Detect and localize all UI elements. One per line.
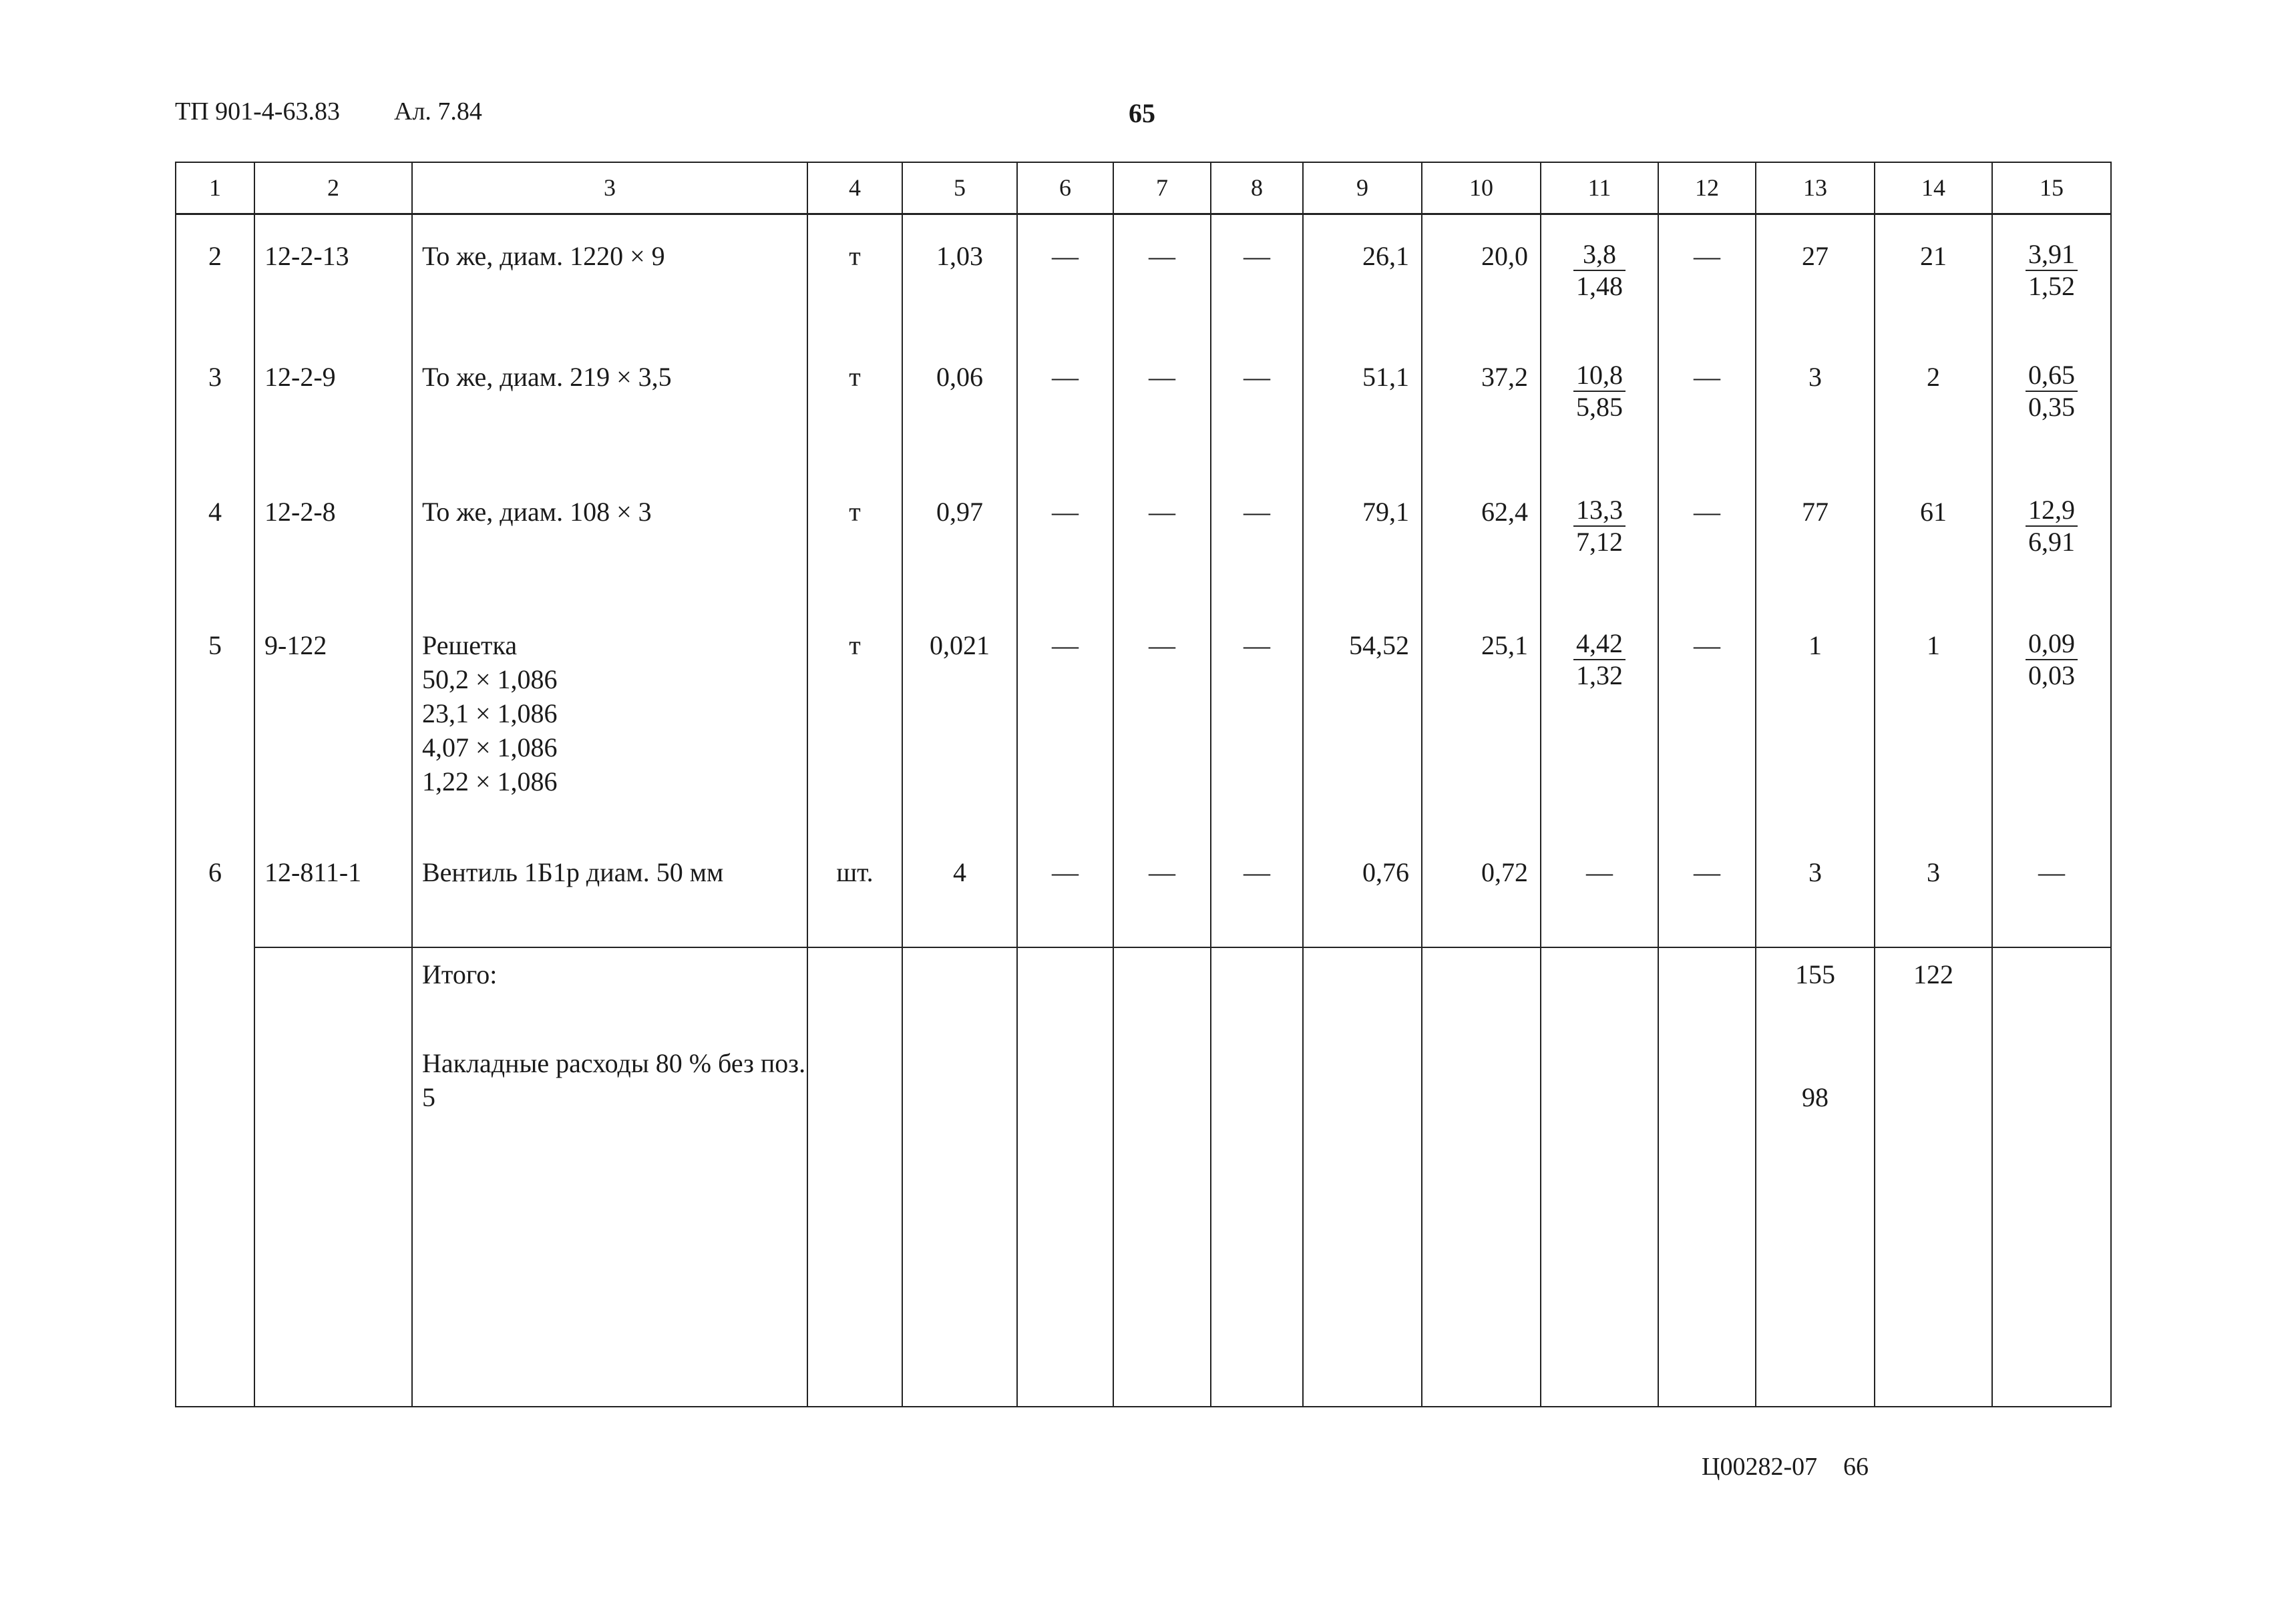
- totals-label: Итого:: [422, 959, 498, 989]
- rate-code: 9-122: [264, 630, 327, 660]
- position-number: 6: [208, 857, 222, 887]
- totals-row: [176, 947, 2111, 1407]
- table-row: [176, 214, 2111, 349]
- col11-fraction: $\frac{13,3}{7,12}$: [1573, 495, 1625, 557]
- col10-value: 20,0: [1481, 241, 1528, 271]
- col9-value: 54,52: [1349, 630, 1409, 660]
- col7-value: —: [1149, 241, 1175, 271]
- col8-value: —: [1243, 857, 1270, 887]
- column-number-row: [176, 162, 2111, 214]
- column-header: 11: [1541, 162, 1658, 214]
- col9-value: 51,1: [1362, 361, 1409, 392]
- quantity: 0,97: [936, 496, 983, 527]
- col15-fraction: $\frac{12,9}{6,91}$: [2026, 495, 2078, 557]
- rate-code: 12-2-8: [264, 496, 336, 527]
- work-description: То же, диам. 1220 × 9: [422, 241, 665, 271]
- page-number: 65: [1129, 98, 1155, 128]
- col9-value: 79,1: [1362, 496, 1409, 527]
- col7-value: —: [1149, 630, 1175, 660]
- quantity: 1,03: [936, 241, 983, 271]
- col8-value: —: [1243, 361, 1270, 392]
- column-header: 4: [807, 162, 902, 214]
- rate-code: 12-2-13: [264, 241, 349, 271]
- col15-fraction: $\frac{0,65}{0,35}$: [2026, 360, 2078, 423]
- album-number: Ал. 7.84: [394, 97, 482, 126]
- col14-value: 1: [1927, 630, 1940, 660]
- column-header: 3: [412, 162, 807, 214]
- col10-value: 25,1: [1481, 630, 1528, 660]
- col6-value: —: [1052, 361, 1079, 392]
- column-header: 8: [1211, 162, 1303, 214]
- col14-value: 2: [1927, 361, 1940, 392]
- column-header: 15: [1992, 162, 2111, 214]
- footer-code: Ц00282-07: [1702, 1453, 1818, 1481]
- col9-value: 26,1: [1362, 241, 1409, 271]
- col13-value: 77: [1802, 496, 1829, 527]
- col14-value: 61: [1920, 496, 1947, 527]
- total-col14: 122: [1913, 959, 1953, 989]
- column-header: 5: [902, 162, 1017, 214]
- work-description: Решетка 50,2 × 1,086 23,1 × 1,086 4,07 × 1,086 1,22 × 1,086: [422, 630, 558, 797]
- column-header: 13: [1756, 162, 1875, 214]
- overhead-col13: 98: [1802, 1082, 1829, 1112]
- unit: шт.: [836, 857, 874, 887]
- col10-value: 0,72: [1481, 857, 1528, 887]
- column-header: 14: [1875, 162, 1992, 214]
- col15-value: —: [2038, 857, 2065, 887]
- column-header: 6: [1017, 162, 1113, 214]
- col7-value: —: [1149, 496, 1175, 527]
- column-header: 12: [1658, 162, 1756, 214]
- rate-code: 12-2-9: [264, 361, 336, 392]
- col6-value: —: [1052, 857, 1079, 887]
- position-number: 2: [208, 241, 222, 271]
- col13-value: 3: [1808, 857, 1822, 887]
- col12-value: —: [1694, 496, 1720, 527]
- col10-value: 62,4: [1481, 496, 1528, 527]
- work-description: Вентиль 1Б1р диам. 50 мм: [422, 857, 724, 887]
- footer-number: 66: [1843, 1453, 1869, 1481]
- col13-value: 27: [1802, 241, 1829, 271]
- col11-fraction: $\frac{10,8}{5,85}$: [1573, 360, 1625, 423]
- table-row: [176, 349, 2111, 484]
- col6-value: —: [1052, 630, 1079, 660]
- col13-value: 1: [1808, 630, 1822, 660]
- col7-value: —: [1149, 857, 1175, 887]
- col13-value: 3: [1808, 361, 1822, 392]
- col7-value: —: [1149, 361, 1175, 392]
- col15-fraction: $\frac{0,09}{0,03}$: [2026, 628, 2078, 691]
- column-header: 7: [1113, 162, 1211, 214]
- overhead-label: Накладные расходы 80 % без поз. 5: [422, 1048, 806, 1112]
- col8-value: —: [1243, 241, 1270, 271]
- unit: т: [849, 361, 861, 392]
- col11-fraction: $\frac{4,42}{1,32}$: [1573, 628, 1625, 691]
- col12-value: —: [1694, 857, 1720, 887]
- col8-value: —: [1243, 630, 1270, 660]
- table-row: [176, 855, 2111, 947]
- col11-value: —: [1586, 857, 1613, 887]
- col12-value: —: [1694, 630, 1720, 660]
- position-number: 5: [208, 630, 222, 660]
- position-number: 3: [208, 361, 222, 392]
- document-code: ТП 901-4-63.83: [175, 97, 340, 126]
- col8-value: —: [1243, 496, 1270, 527]
- col10-value: 37,2: [1481, 361, 1528, 392]
- unit: т: [849, 496, 861, 527]
- col6-value: —: [1052, 496, 1079, 527]
- col6-value: —: [1052, 241, 1079, 271]
- col15-fraction: $\frac{3,91}{1,52}$: [2026, 239, 2078, 302]
- table-row: [176, 618, 2111, 855]
- work-description: То же, диам. 108 × 3: [422, 496, 652, 527]
- quantity: 0,06: [936, 361, 983, 392]
- column-header: 9: [1303, 162, 1422, 214]
- column-header: 10: [1422, 162, 1541, 214]
- unit: т: [849, 630, 861, 660]
- rate-code: 12-811-1: [264, 857, 362, 887]
- table-row: [176, 484, 2111, 618]
- work-description: То же, диам. 219 × 3,5: [422, 361, 672, 392]
- column-header: 1: [176, 162, 254, 214]
- position-number: 4: [208, 496, 222, 527]
- col14-value: 3: [1927, 857, 1940, 887]
- quantity: 4: [953, 857, 966, 887]
- total-col13: 155: [1795, 959, 1835, 989]
- estimate-table: [175, 162, 2112, 1407]
- column-header: 2: [254, 162, 412, 214]
- col11-fraction: $\frac{3,8}{1,48}$: [1573, 239, 1625, 302]
- quantity: 0,021: [930, 630, 990, 660]
- col12-value: —: [1694, 241, 1720, 271]
- col9-value: 0,76: [1362, 857, 1409, 887]
- unit: т: [849, 241, 861, 271]
- col12-value: —: [1694, 361, 1720, 392]
- col14-value: 21: [1920, 241, 1947, 271]
